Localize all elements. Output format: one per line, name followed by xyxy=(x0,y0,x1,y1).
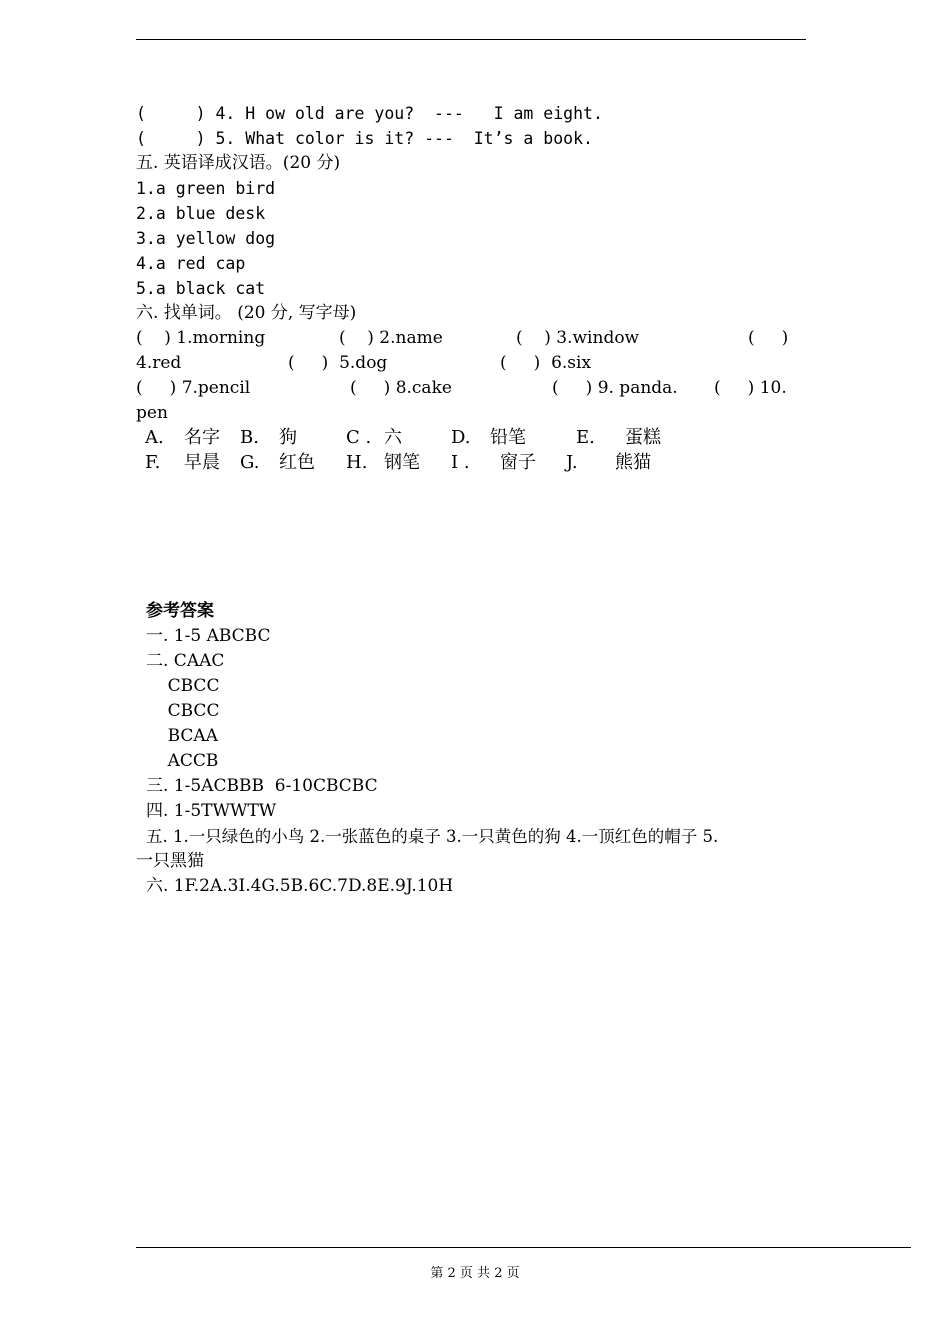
answer-line: 二. CAAC xyxy=(146,651,225,671)
word-item: ( ) 6.six xyxy=(500,353,592,373)
answers-heading: 参考答案 xyxy=(146,601,214,621)
option-word: 铅笔 xyxy=(490,427,526,448)
option-word: 名字 xyxy=(184,427,220,448)
answer-line: 一. 1-5 ABCBC xyxy=(146,626,271,646)
options-row xyxy=(136,425,806,450)
option-word: 窗子 xyxy=(500,452,536,473)
word-item: ( ) 1.morning xyxy=(136,328,266,348)
option-word: 蛋糕 xyxy=(625,427,661,448)
list-item: 5.a black cat xyxy=(136,279,266,298)
answer-line: 四. 1-5TWWTW xyxy=(146,801,277,821)
list-item: 4.a red cap xyxy=(136,254,246,273)
header-rule xyxy=(136,39,806,40)
option-letter: J. xyxy=(566,452,578,473)
section-heading: 六. 找单词。 (20 分, 写字母) xyxy=(136,303,357,323)
word-item: ( ) 5.dog xyxy=(288,353,388,373)
answer-line: CBCC xyxy=(146,701,220,721)
list-item: 3.a yellow dog xyxy=(136,229,276,248)
option-word: 钢笔 xyxy=(384,452,420,473)
word-item: ( ) 2.name xyxy=(339,328,443,348)
word-item: ( ) 8.cake xyxy=(350,378,452,398)
option-word: 红色 xyxy=(279,452,315,473)
option-word: 狗 xyxy=(279,427,297,448)
footer-rule xyxy=(136,1247,911,1248)
option-letter: G. xyxy=(240,452,260,473)
word-row xyxy=(136,326,806,351)
option-letter: E. xyxy=(576,427,595,448)
option-letter: F. xyxy=(145,452,161,473)
answer-line: 六. 1F.2A.3I.4G.5B.6C.7D.8E.9J.10H xyxy=(146,876,454,896)
options-row xyxy=(136,450,806,475)
option-word: 早晨 xyxy=(184,452,220,473)
option-letter: H. xyxy=(346,452,368,473)
answer-line: 五. 1.一只绿色的小鸟 2.一张蓝色的桌子 3.一只黄色的狗 4.一顶红色的帽子 5. xyxy=(146,827,719,846)
word-row xyxy=(136,351,806,376)
list-item: 2.a blue desk xyxy=(136,204,266,223)
word-item: pen xyxy=(136,403,168,423)
list-item: 1.a green bird xyxy=(136,179,276,198)
answer-line: 三. 1-5ACBBB 6-10CBCBC xyxy=(146,776,378,796)
word-item: 4.red xyxy=(136,353,182,373)
option-letter: D. xyxy=(451,427,471,448)
page-number: 第 2 页 共 2 页 xyxy=(430,1266,520,1281)
option-letter: A. xyxy=(145,427,164,448)
word-item: ( ) xyxy=(748,328,789,348)
option-word: 熊猫 xyxy=(615,452,651,473)
option-letter: I . xyxy=(451,452,470,473)
option-letter: B. xyxy=(240,427,259,448)
answer-line: ACCB xyxy=(146,751,219,771)
question-line: ( ) 5. What color is it? --- It’s a book. xyxy=(136,129,593,148)
answer-line: 一只黑猫 xyxy=(136,851,204,871)
option-letter: C . xyxy=(346,427,372,448)
word-item: ( ) 9. panda. xyxy=(552,378,678,398)
option-word: 六 xyxy=(384,427,402,448)
answer-line: CBCC xyxy=(146,676,220,696)
word-item: ( ) 10. xyxy=(714,378,787,398)
answer-line: BCAA xyxy=(146,726,218,746)
word-item: ( ) 3.window xyxy=(516,328,640,348)
word-row xyxy=(136,376,806,401)
question-line: ( ) 4. H ow old are you? --- I am eight. xyxy=(136,104,603,123)
word-item: ( ) 7.pencil xyxy=(136,378,251,398)
section-heading: 五. 英语译成汉语。(20 分) xyxy=(136,153,341,173)
